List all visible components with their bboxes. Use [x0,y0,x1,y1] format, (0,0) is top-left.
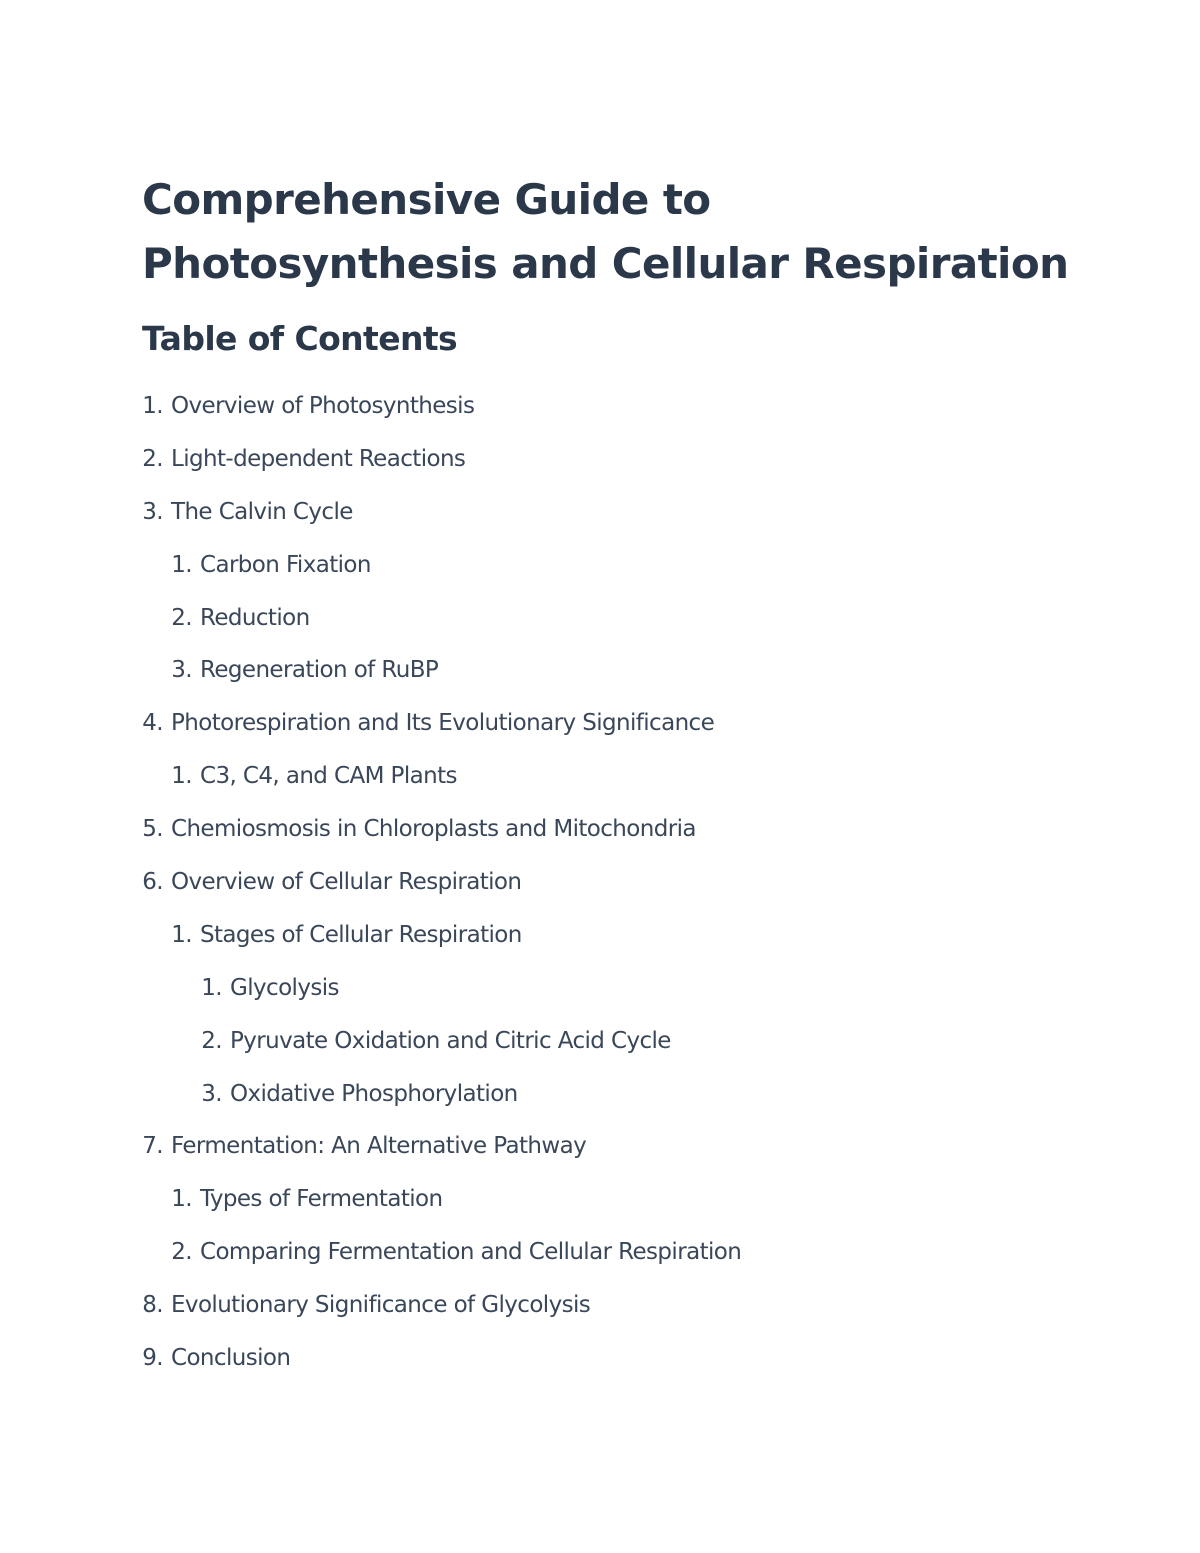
toc-item-number: 9. [142,1345,163,1372]
toc-item-text: Conclusion [171,1345,291,1372]
toc-item-number: 3. [142,498,163,525]
toc-subitem[interactable] [0,539,1200,592]
toc-item-text: Pyruvate Oxidation and Citric Acid Cycle [230,1027,671,1054]
toc-item-number: 1. [171,1186,192,1213]
toc-item-number: 2. [201,1027,222,1054]
toc-item-number: 8. [142,1292,163,1319]
toc-subitem[interactable] [0,909,1200,962]
toc-item[interactable] [0,486,1200,539]
toc-item[interactable] [0,1332,1200,1385]
toc-subsubitem[interactable] [0,962,1200,1015]
document-title-line-1: Comprehensive Guide to [142,175,711,224]
toc-item-text: Fermentation: An Alternative Pathway [171,1133,587,1160]
document-title [142,168,1142,296]
toc-subitem[interactable] [0,1173,1200,1226]
toc-item-number: 1. [171,551,192,578]
toc-subitem[interactable] [0,1226,1200,1279]
toc-item-number: 2. [171,604,192,631]
document-title-line-2: Photosynthesis and Cellular Respiration [142,239,1069,288]
toc-item[interactable] [0,803,1200,856]
toc-heading: Table of Contents [142,319,458,358]
toc-item-text: Types of Fermentation [200,1186,443,1213]
toc-item-number: 1. [142,393,163,419]
toc-item-number: 2. [142,445,163,472]
toc-item-number: 5. [142,816,163,843]
toc-item[interactable] [0,1279,1200,1332]
toc-item[interactable] [0,1120,1200,1173]
toc-item[interactable] [0,856,1200,909]
toc-item-number: 1. [171,921,192,948]
toc-item-text: Stages of Cellular Respiration [200,921,522,948]
toc-item-number: 4. [142,710,163,737]
toc-list [0,380,1200,1385]
toc-subsubitem[interactable] [0,1068,1200,1121]
toc-item-text: Chemiosmosis in Chloroplasts and Mitochondria [171,816,696,843]
toc-item-number: 1. [201,974,222,1001]
toc-item-number: 2. [171,1239,192,1266]
toc-item-text: Regeneration of RuBP [200,657,439,684]
toc-item-text: Overview of Cellular Respiration [171,869,522,896]
toc-item-text: Photorespiration and Its Evolutionary Significance [171,710,715,737]
toc-subitem[interactable] [0,592,1200,645]
toc-item-number: 1. [171,763,192,790]
toc-subsubitem[interactable] [0,1015,1200,1068]
toc-item-text: The Calvin Cycle [171,498,353,525]
toc-item-text: Evolutionary Significance of Glycolysis [171,1292,591,1319]
toc-item[interactable] [0,697,1200,750]
toc-item-text: C3, C4, and CAM Plants [200,763,457,790]
toc-item-text: Light-dependent Reactions [171,445,466,472]
toc-item-number: 6. [142,869,163,896]
toc-item-text: Comparing Fermentation and Cellular Respiration [200,1239,742,1266]
toc-item-number: 3. [201,1080,222,1107]
toc-item-text: Overview of Photosynthesis [171,393,475,419]
toc-item-text: Reduction [200,604,310,631]
toc-item[interactable] [0,433,1200,486]
toc-subitem[interactable] [0,644,1200,697]
toc-item-number: 7. [142,1133,163,1160]
toc-item-text: Oxidative Phosphorylation [230,1080,518,1107]
toc-item[interactable] [0,380,1200,433]
toc-subitem[interactable] [0,750,1200,803]
toc-item-number: 3. [171,657,192,684]
toc-item-text: Carbon Fixation [200,551,371,578]
toc-item-text: Glycolysis [230,974,339,1001]
